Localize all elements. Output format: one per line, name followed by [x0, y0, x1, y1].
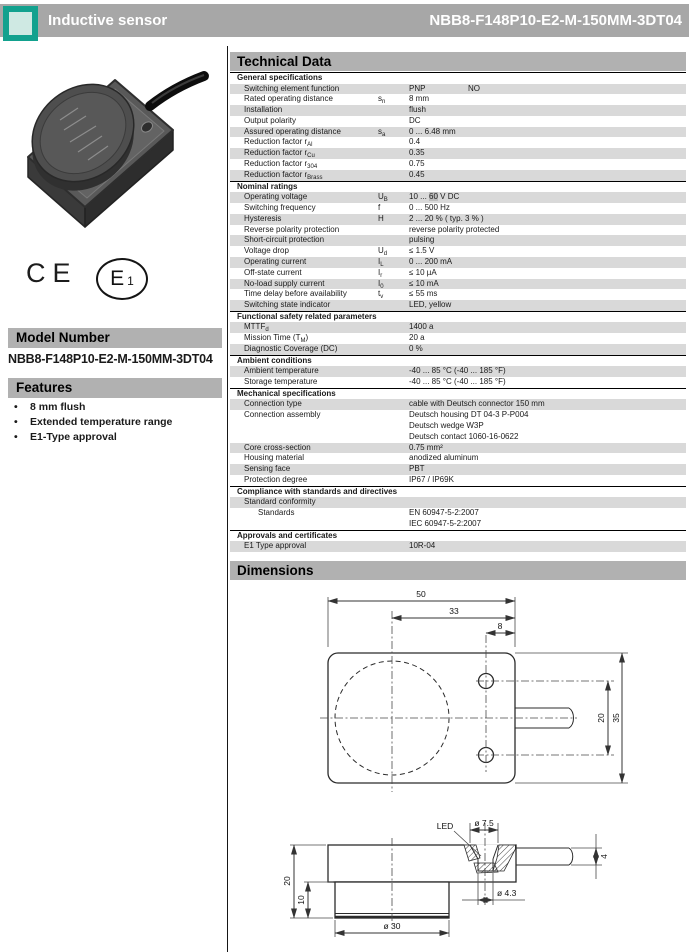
section-title: Functional safety related parameters [230, 311, 686, 323]
spec-value: flush [409, 105, 426, 115]
spec-symbol [378, 84, 409, 95]
bullet-icon: • [14, 416, 18, 428]
dimension-top-view [320, 589, 628, 792]
spec-value-highlight: 60 [429, 192, 438, 202]
spec-row [230, 453, 686, 464]
e1-letter: E [110, 267, 125, 290]
spec-row [230, 268, 686, 279]
spec-symbol [378, 410, 409, 442]
spec-label: Standard conformity [244, 497, 316, 507]
spec-row [230, 148, 686, 159]
spec-value [409, 497, 686, 508]
spec-symbol [378, 170, 409, 181]
spec-value [409, 508, 686, 530]
spec-value-line: Deutsch housing DT 04-3 P-P004 [409, 410, 529, 420]
spec-value [409, 192, 686, 203]
dimensions-heading: Dimensions [230, 561, 686, 580]
spec-row [230, 257, 686, 268]
dim-mount-hole-dia: ø 4.3 [497, 888, 517, 898]
spec-symbol [378, 399, 409, 410]
spec-label: Reduction factor $r_{304}$ [244, 159, 318, 171]
section-title: Mechanical specifications [230, 388, 686, 400]
spec-row [230, 377, 686, 388]
dim-overall-height: 35 [611, 713, 621, 723]
spec-row [230, 443, 686, 454]
spec-label: Sensing face [244, 464, 291, 474]
spec-row [230, 84, 686, 95]
spec-row [230, 508, 686, 530]
spec-value-pre: 10 ... [409, 192, 430, 202]
spec-value: pulsing [409, 235, 435, 245]
sensor-body-illustration [13, 64, 204, 227]
spec-row [230, 399, 686, 410]
header-bar [0, 4, 689, 37]
dim-hole-to-edge: 8 [497, 621, 503, 631]
feature-item [8, 400, 222, 415]
spec-row [230, 159, 686, 170]
spec-label: Reduction factor $r_{Al}$ [244, 137, 313, 149]
spec-symbol [378, 333, 409, 344]
spec-symbol [378, 300, 409, 311]
spec-row [230, 475, 686, 486]
spec-value: ≤ 1.5 V [409, 246, 435, 256]
spec-label: Off-state current [244, 267, 302, 277]
spec-label: Installation [244, 105, 283, 115]
spec-symbol [378, 159, 409, 170]
spec-symbol [378, 322, 409, 333]
spec-row [230, 289, 686, 300]
feature-text: 8 mm flush [30, 401, 86, 413]
spec-label: Ambient temperature [244, 366, 319, 376]
column-divider [227, 46, 228, 952]
spec-value: 0 % [409, 344, 423, 354]
dim-core-dia: ø 30 [383, 921, 401, 931]
spec-value: 0.45 [409, 169, 425, 179]
spec-symbol [378, 105, 409, 116]
spec-label: Reverse polarity protection [244, 224, 340, 234]
spec-value: ≤ 55 ms [409, 289, 438, 299]
section-title: Approvals and certificates [230, 530, 686, 542]
spec-label: $MTTF_d$ [244, 322, 269, 334]
spec-symbol [378, 344, 409, 355]
spec-value: 10R-04 [409, 541, 436, 551]
spec-symbol: $I_L$ [378, 256, 384, 268]
spec-row [230, 300, 686, 311]
spec-symbol [378, 475, 409, 486]
dim-overall-width: 50 [416, 589, 426, 599]
spec-symbol: $I_0$ [378, 278, 384, 290]
section-title: Ambient conditions [230, 355, 686, 367]
spec-value: 8 mm [409, 94, 429, 104]
spec-label: Standards [258, 508, 295, 518]
feature-text: Extended temperature range [30, 416, 173, 428]
spec-symbol [378, 541, 409, 552]
spec-value: 0 ... 500 Hz [409, 202, 450, 212]
spec-value-line: Deutsch wedge W3P [409, 421, 484, 431]
spec-label: E1 Type approval [244, 541, 307, 551]
spec-value: 0 ... 6.48 mm [409, 126, 456, 136]
spec-row [230, 225, 686, 236]
dim-cable-dia: 4 [599, 854, 609, 859]
spec-label: Hysteresis [244, 213, 282, 223]
dim-led-hole-dia: ø 7.5 [474, 818, 494, 828]
section-title: Compliance with standards and directives [230, 486, 686, 498]
dim-core-height: 10 [296, 895, 306, 905]
spec-symbol: $s_a$ [378, 126, 386, 138]
spec-label: Connection type [244, 399, 302, 409]
spec-symbol [378, 508, 409, 530]
spec-symbol: f [378, 202, 381, 212]
spec-symbol [378, 225, 409, 236]
spec-label: Protection degree [244, 475, 308, 484]
spec-row [230, 279, 686, 290]
bullet-icon: • [14, 401, 18, 413]
spec-row [230, 541, 686, 552]
spec-row [230, 94, 686, 105]
section-title: General specifications [230, 72, 686, 84]
spec-label: Operating current [244, 256, 307, 266]
spec-row [230, 235, 686, 246]
spec-symbol [378, 148, 409, 159]
header-model-number: NBB8-F148P10-E2-M-150MM-3DT04 [429, 12, 682, 29]
spec-value-secondary: NO [468, 83, 480, 93]
spec-label: Reduction factor $r_{Brass}$ [244, 169, 323, 181]
spec-value: 20 a [409, 333, 425, 343]
spec-value: 2 ... 20 % ( typ. 3 % ) [409, 213, 484, 223]
model-number-value: NBB8-F148P10-E2-M-150MM-3DT04 [8, 352, 213, 366]
spec-label: Time delay before availability [244, 289, 347, 299]
dimension-drawings [230, 575, 689, 952]
e1-approval-mark [96, 258, 148, 300]
spec-row [230, 203, 686, 214]
spec-value: IP67 / IP69K [409, 475, 454, 484]
spec-symbol [378, 464, 409, 475]
spec-symbol [378, 116, 409, 127]
spec-label: Assured operating distance [244, 126, 341, 136]
product-type-title: Inductive sensor [48, 12, 168, 29]
spec-value: 1400 a [409, 322, 434, 332]
section-title: Nominal ratings [230, 181, 686, 193]
bullet-icon: • [14, 431, 18, 443]
spec-label: Switching state indicator [244, 300, 331, 310]
spec-symbol [378, 497, 409, 508]
feature-item [8, 415, 222, 430]
spec-value-post: V DC [437, 192, 460, 202]
spec-row [230, 170, 686, 181]
spec-symbol: $I_r$ [378, 267, 383, 279]
spec-value-primary: PNP [409, 83, 426, 93]
spec-value: LED, yellow [409, 300, 452, 310]
spec-value [409, 84, 686, 95]
spec-symbol [378, 377, 409, 388]
spec-label: Voltage drop [244, 246, 289, 256]
technical-data-heading: Technical Data [230, 52, 686, 71]
spec-label: Switching element function [244, 83, 340, 93]
spec-value: -40 ... 85 °C (-40 ... 185 °F) [409, 377, 506, 387]
spec-symbol: $s_n$ [378, 94, 386, 106]
spec-symbol [378, 453, 409, 464]
spec-symbol: $U_d$ [378, 246, 388, 258]
spec-value: 0.35 [409, 148, 425, 158]
led-label: LED [436, 821, 454, 831]
ce-mark: CE [26, 258, 78, 288]
spec-row [230, 127, 686, 138]
feature-text: E1-Type approval [30, 431, 117, 443]
spec-row [230, 322, 686, 333]
spec-row [230, 192, 686, 203]
spec-label: Output polarity [244, 115, 297, 125]
spec-symbol: H [378, 213, 384, 223]
technical-data-table [230, 72, 686, 552]
spec-symbol [378, 443, 409, 454]
spec-label: Storage temperature [244, 377, 318, 387]
model-number-heading: Model Number [8, 328, 222, 348]
product-photo [12, 48, 217, 283]
spec-symbol [378, 235, 409, 246]
spec-symbol: $t_v$ [378, 289, 384, 301]
spec-value: ≤ 10 µA [409, 267, 437, 277]
features-list [8, 400, 222, 445]
spec-row [230, 333, 686, 344]
spec-label: Connection assembly [244, 410, 321, 420]
spec-row [230, 214, 686, 225]
spec-label: Housing material [244, 453, 305, 463]
spec-label: Reduction factor $r_{Cu}$ [244, 148, 315, 160]
spec-row [230, 344, 686, 355]
spec-row [230, 366, 686, 377]
spec-symbol: $U_B$ [378, 192, 388, 204]
spec-row [230, 137, 686, 148]
features-heading: Features [8, 378, 222, 398]
spec-value: 0 ... 200 mA [409, 256, 453, 266]
spec-symbol [378, 366, 409, 377]
dim-center-to-edge: 33 [449, 606, 459, 616]
spec-label: Rated operating distance [244, 94, 333, 104]
spec-value: PBT [409, 464, 425, 474]
spec-row [230, 497, 686, 508]
spec-symbol [378, 137, 409, 148]
spec-value [409, 410, 686, 442]
spec-label: Diagnostic Coverage (DC) [244, 344, 338, 354]
spec-value: DC [409, 115, 421, 125]
spec-value: 0.75 mm² [409, 442, 443, 452]
spec-value: cable with Deutsch connector 150 mm [409, 399, 545, 409]
spec-label: Switching frequency [244, 202, 316, 212]
brand-square-icon [3, 6, 38, 41]
spec-label: No-load supply current [244, 278, 325, 288]
spec-row [230, 410, 686, 442]
e1-number: 1 [127, 274, 134, 288]
feature-item [8, 430, 222, 445]
spec-row [230, 105, 686, 116]
spec-value: 0.75 [409, 159, 425, 169]
spec-value: reverse polarity protected [409, 224, 500, 234]
spec-value: anodized aluminum [409, 453, 479, 463]
spec-value-line: Deutsch contact 1060-16-0622 [409, 431, 519, 441]
spec-label: Core cross-section [244, 442, 311, 452]
dim-total-height: 20 [282, 876, 292, 886]
spec-label: Mission Time $(T_M)$ [244, 333, 309, 345]
spec-row [230, 246, 686, 257]
spec-label: Operating voltage [244, 192, 308, 202]
spec-row [230, 116, 686, 127]
dimension-side-view [282, 818, 609, 937]
spec-value: ≤ 10 mA [409, 278, 439, 288]
spec-value: -40 ... 85 °C (-40 ... 185 °F) [409, 366, 506, 376]
spec-value-line: EN 60947-5-2:2007 [409, 508, 479, 518]
spec-value: 0.4 [409, 137, 421, 147]
dim-hole-spacing: 20 [596, 713, 606, 723]
spec-value-line: IEC 60947-5-2:2007 [409, 518, 482, 528]
spec-row [230, 464, 686, 475]
spec-label: Short-circuit protection [244, 235, 325, 245]
